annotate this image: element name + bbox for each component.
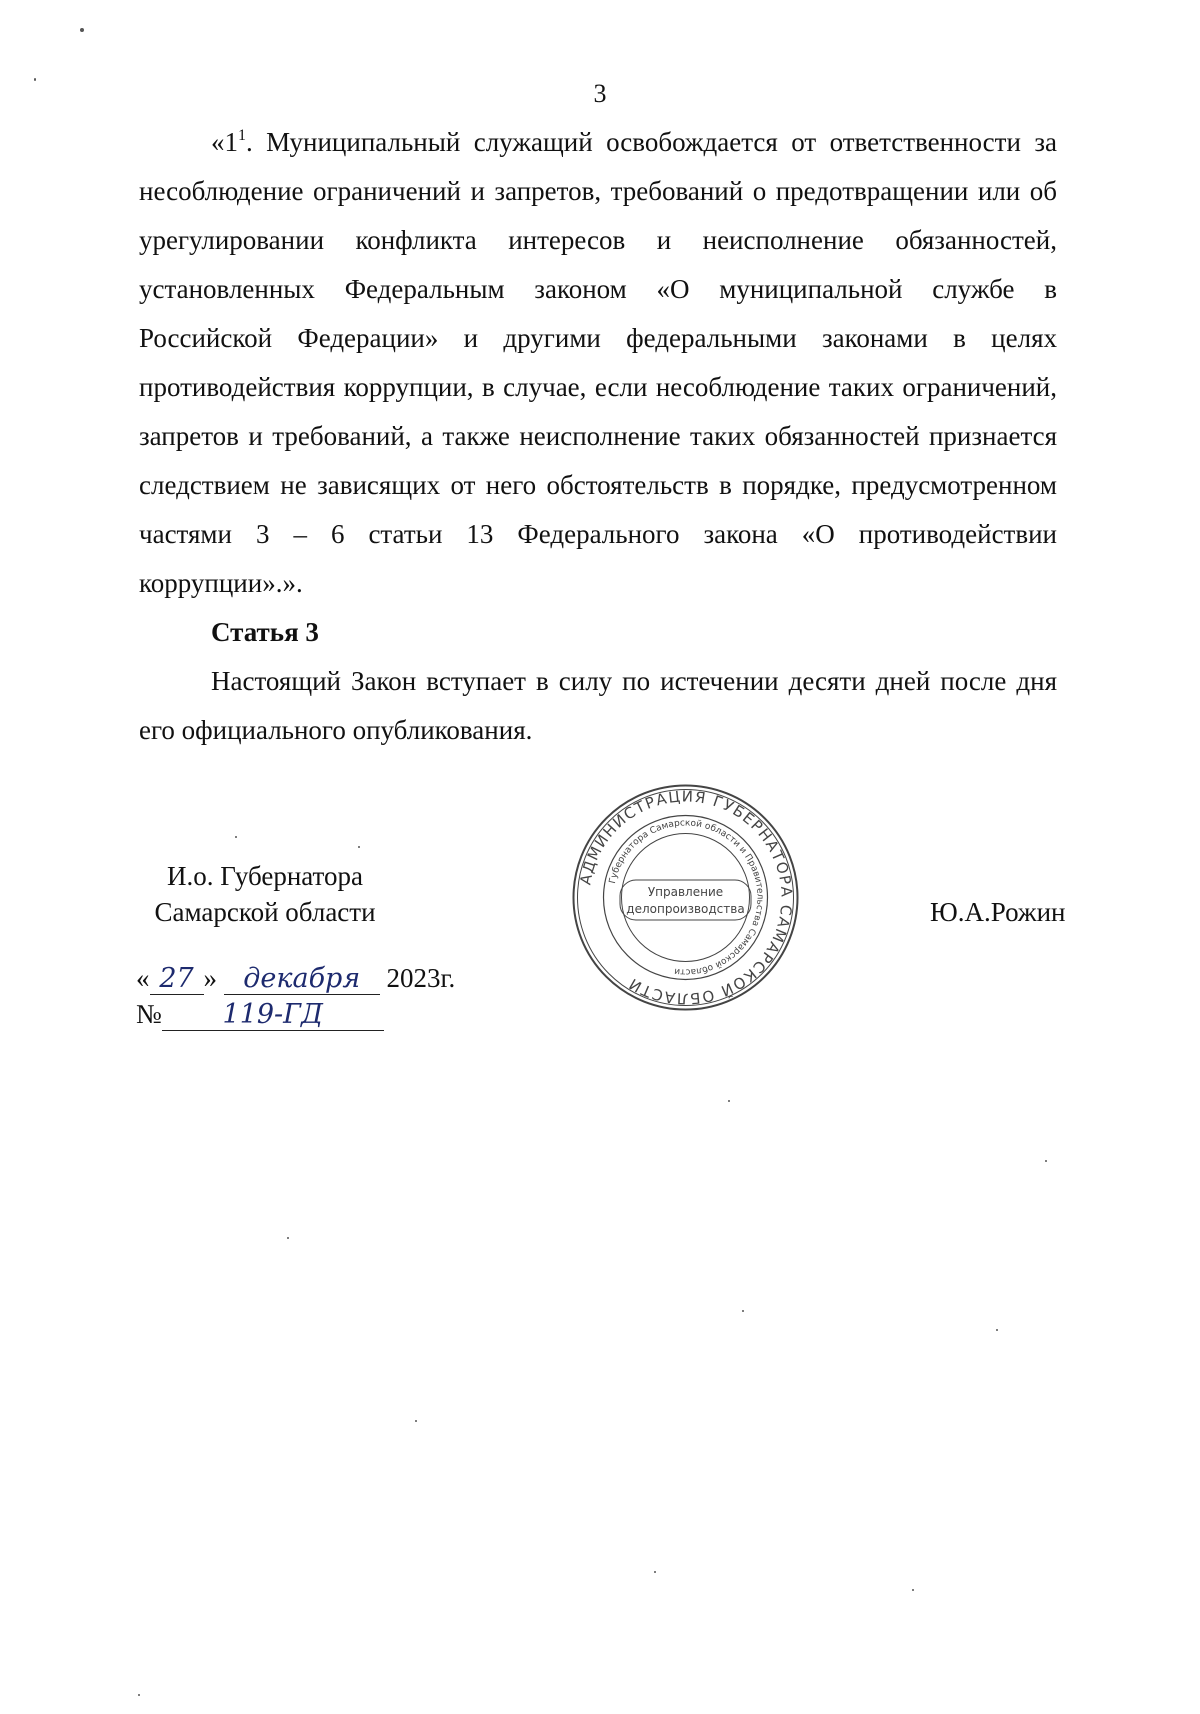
seal-inner-text: Губернатора Самарской области и Правительства Самарской области [607, 818, 765, 977]
scan-speck [287, 1237, 289, 1239]
date-month-handwritten: декабря [224, 964, 380, 995]
scan-speck [415, 1420, 417, 1422]
scan-speck [742, 1310, 744, 1312]
scan-speck [235, 836, 237, 838]
date-year: 2023 [386, 963, 441, 993]
enactment-date [136, 960, 455, 996]
page-number: 3 [593, 79, 607, 108]
official-seal [568, 780, 803, 1015]
scan-speck [1045, 1160, 1047, 1162]
scan-speck [34, 78, 36, 81]
scan-speck [80, 28, 84, 32]
scan-speck [728, 1100, 730, 1102]
date-year-suffix: г. [440, 963, 456, 993]
clause-paragraph [139, 118, 1057, 608]
scan-speck [654, 1571, 656, 1573]
date-quote-close: » [203, 963, 217, 993]
seal-center-line2: делопроизводства [626, 902, 745, 916]
signatory-title-line1: И.о. Губернатора [166, 861, 363, 891]
signatory-title-line2: Самарской области [154, 897, 376, 927]
scan-speck [996, 1329, 998, 1331]
clause-text: . Муниципальный служащий освобождается от ответственности за несоблюдение ограничений и запретов, требований о предотвращении или об урегулировании конфликта интересов и неисполнение обязанностей, установленных Федеральным законом «О муниципальной службе в Российской Федерации» и другими федеральными законами в целях противодействия коррупции, в случае, если несоблюдение таких ограничений, запретов и требований, а также неисполнение таких обязанностей признается следствием не зависящих от него обстоятельств в порядке, предусмотренном частями 3 – 6 статьи 13 Федерального закона «О противодействии коррупции».». [139, 127, 1057, 598]
signatory-name: Ю.А.Рожин [930, 897, 1066, 927]
scan-speck [358, 846, 360, 848]
article-3-heading: Статья 3 [211, 617, 319, 647]
clause-number: «1 [211, 127, 238, 157]
date-day-handwritten: 27 [150, 964, 204, 995]
scan-speck [912, 1589, 914, 1591]
seal-center-line1: Управление [647, 885, 724, 899]
date-quote-open: « [136, 963, 150, 993]
number-handwritten: 119-ГД [162, 1000, 384, 1031]
seal-outer-text: АДМИНИСТРАЦИЯ ГУБЕРНАТОРА САМАРСКОЙ ОБЛАСТИ [576, 787, 796, 1008]
signatory-title [130, 858, 400, 930]
clause-superscript: 1 [238, 127, 246, 144]
enactment-number [136, 996, 384, 1032]
article-3-text: Настоящий Закон вступает в силу по истечении десяти дней после дня его официального опубликования. [139, 666, 1057, 745]
official-seal-graphic [568, 780, 803, 1015]
number-prefix: № [136, 999, 162, 1029]
scan-speck [138, 1694, 140, 1696]
